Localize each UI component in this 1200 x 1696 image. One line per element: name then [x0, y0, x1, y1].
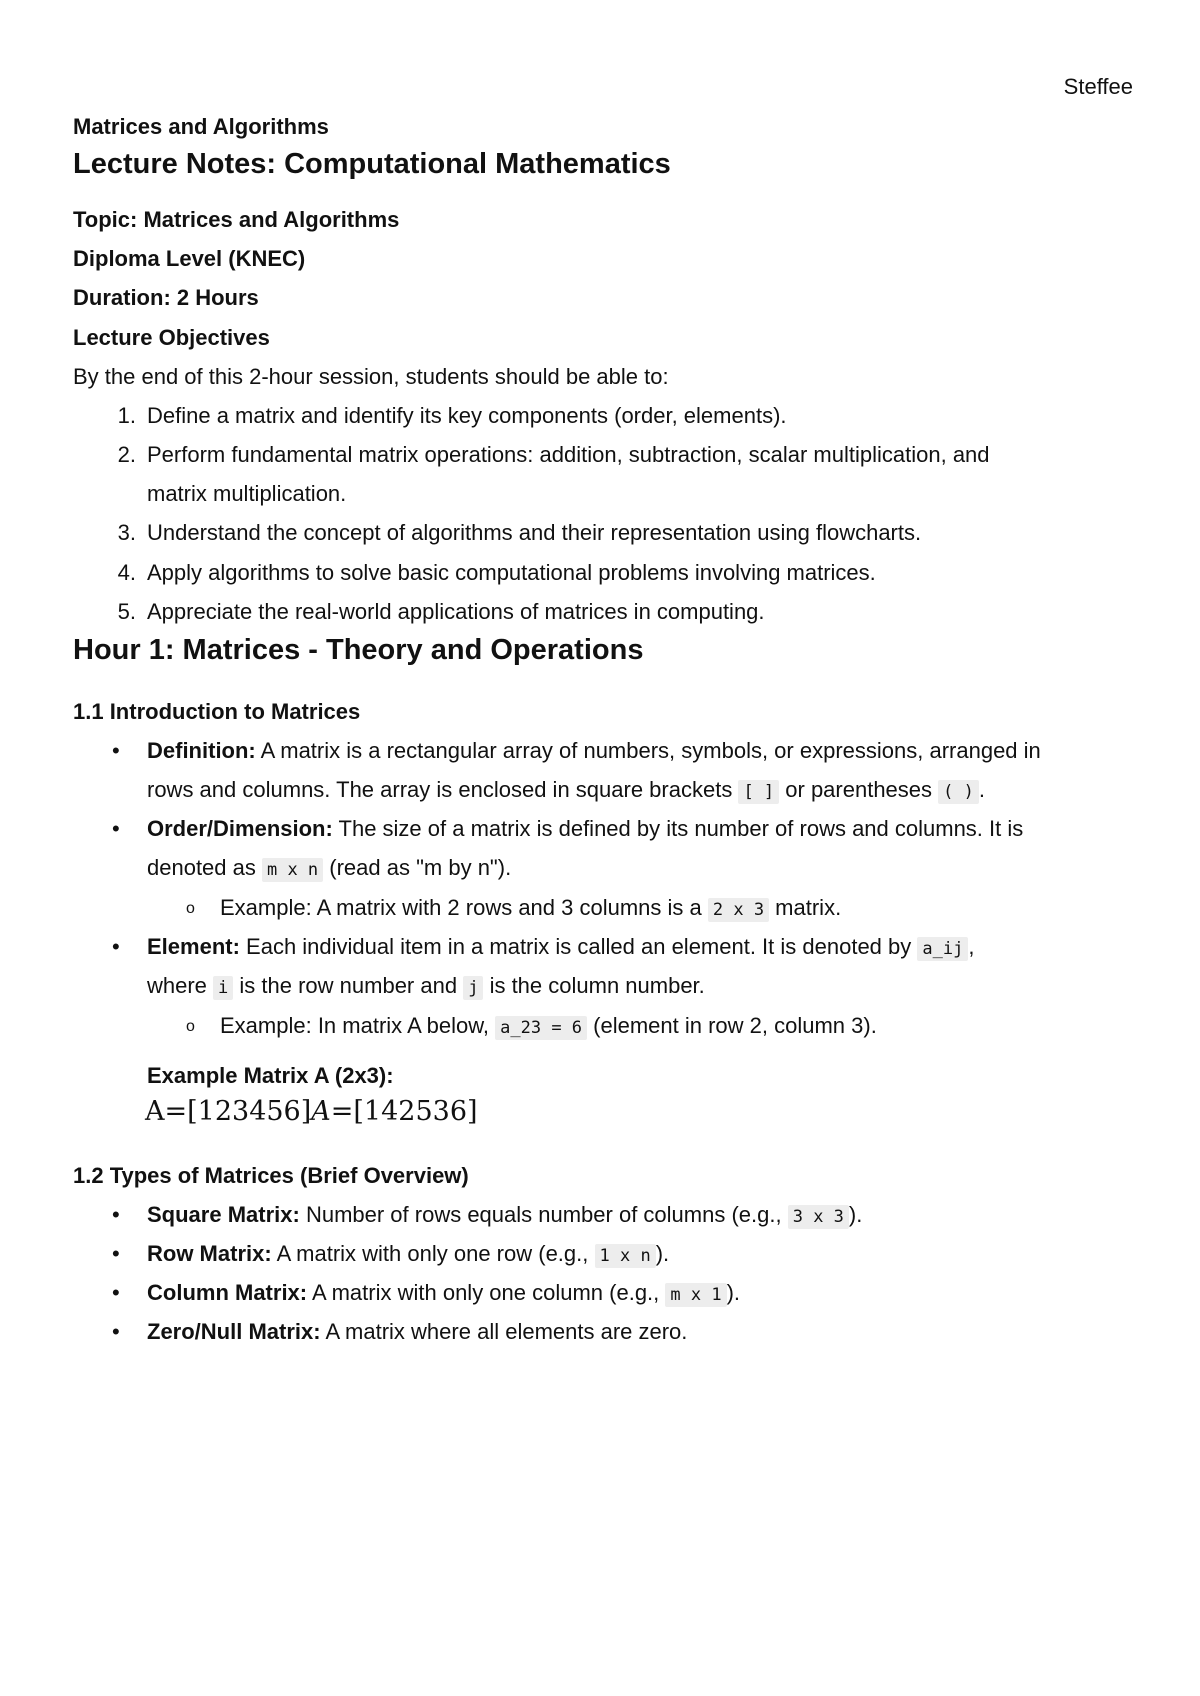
matrix-type-text: ). [726, 1280, 741, 1305]
code-parentheses: ( ) [938, 780, 979, 804]
matrix-type-item [147, 1202, 862, 1228]
objective-item: Appreciate the real-world applications of matrices in computing. [147, 599, 765, 624]
order-line [147, 816, 1023, 842]
document-title: Lecture Notes: Computational Mathematics [73, 148, 671, 180]
matrix-type-label: Square Matrix: [147, 1202, 300, 1227]
code-a23: a_23 = 6 [495, 1016, 587, 1040]
meta-duration: Duration: 2 Hours [73, 285, 259, 310]
matrix-variable: A [311, 1096, 331, 1127]
order-text: denoted as [147, 855, 262, 880]
element-text: is the column number. [483, 973, 705, 998]
element-text: where [147, 973, 214, 998]
definition-label: Definition: [147, 738, 256, 763]
element-text: Each individual item in a matrix is called an element. It is denoted by [239, 934, 918, 959]
order-example-text: matrix. [769, 895, 842, 920]
objective-item: Understand the concept of algorithms and their representation using flowcharts. [147, 520, 922, 545]
element-example-text: (element in row 2, column 3). [587, 1013, 877, 1038]
bullet-icon: • [112, 1202, 120, 1227]
objective-number: 4. [117, 560, 136, 585]
matrix-type-text: ). [655, 1241, 670, 1266]
element-label: Element: [147, 934, 240, 959]
order-example [220, 895, 841, 921]
code-2-x-3: 2 x 3 [708, 898, 769, 922]
element-line [147, 934, 974, 960]
bullet-icon: • [112, 1319, 120, 1344]
objectives-intro: By the end of this 2-hour session, students should be able to: [73, 364, 669, 389]
code-j: j [463, 976, 483, 1000]
definition-text: rows and columns. The array is enclosed in square brackets [147, 777, 739, 802]
bullet-icon: • [112, 1280, 120, 1305]
element-line-continued [147, 973, 705, 999]
hour1-heading: Hour 1: Matrices - Theory and Operations [73, 634, 644, 666]
element-example-text: Example: In matrix A below, [220, 1013, 496, 1038]
meta-topic: Topic: Matrices and Algorithms [73, 207, 400, 232]
code-i: i [213, 976, 233, 1000]
sub-bullet-icon: o [186, 1018, 195, 1035]
matrix-type-item [147, 1280, 740, 1306]
objective-item: Define a matrix and identify its key components (order, elements). [147, 403, 787, 428]
meta-level: Diploma Level (KNEC) [73, 246, 306, 271]
example-matrix-label: Example Matrix A (2x3): [147, 1063, 394, 1088]
definition-line-continued [147, 777, 985, 803]
definition-text: A matrix is a rectangular array of numbers, symbols, or expressions, arranged in [255, 738, 1041, 763]
order-text: (read as "m by n"). [323, 855, 512, 880]
definition-line [147, 738, 1041, 764]
header-author: Steffee [1063, 74, 1133, 99]
bullet-icon: • [112, 934, 120, 959]
matrix-type-text: A matrix where all elements are zero. [320, 1319, 688, 1344]
matrix-type-label: Row Matrix: [147, 1241, 272, 1266]
objective-number: 5. [117, 599, 136, 624]
example-matrix-formula [145, 1096, 478, 1127]
bullet-icon: • [112, 816, 120, 841]
element-example [220, 1013, 877, 1039]
matrix-type-label: Zero/Null Matrix: [147, 1319, 321, 1344]
bullet-icon: • [112, 738, 120, 763]
objective-item-continued: matrix multiplication. [147, 481, 347, 506]
objective-item: Perform fundamental matrix operations: addition, subtraction, scalar multiplication, and [147, 442, 990, 467]
definition-text: or parentheses [779, 777, 939, 802]
matrix-a-expression: A=[123456] [145, 1096, 312, 1127]
order-line-continued [147, 855, 511, 881]
code-a-ij: a_ij [917, 937, 968, 961]
matrix-type-text: Number of rows equals number of columns (e.g., [299, 1202, 788, 1227]
matrix-type-text: ). [848, 1202, 863, 1227]
objective-number: 3. [117, 520, 136, 545]
section-1-2-heading: 1.2 Types of Matrices (Brief Overview) [73, 1163, 469, 1188]
matrix-type-item [147, 1319, 687, 1345]
code-1-x-n: 1 x n [595, 1244, 656, 1268]
section-1-1-heading: 1.1 Introduction to Matrices [73, 699, 361, 724]
objective-item: Apply algorithms to solve basic computational problems involving matrices. [147, 560, 876, 585]
matrix-type-item [147, 1241, 669, 1267]
document-topic-line: Matrices and Algorithms [73, 114, 329, 139]
code-m-x-n: m x n [262, 858, 323, 882]
matrix-type-text: A matrix with only one column (e.g., [307, 1280, 666, 1305]
code-square-brackets: [ ] [738, 780, 779, 804]
matrix-b-expression: =[142536] [330, 1096, 478, 1127]
order-example-text: Example: A matrix with 2 rows and 3 columns is a [220, 895, 708, 920]
code-m-x-1: m x 1 [665, 1283, 726, 1307]
objective-number: 2. [117, 442, 136, 467]
bullet-icon: • [112, 1241, 120, 1266]
element-text: , [968, 934, 975, 959]
order-text: The size of a matrix is defined by its number of rows and columns. It is [332, 816, 1024, 841]
matrix-type-label: Column Matrix: [147, 1280, 308, 1305]
matrix-type-text: A matrix with only one row (e.g., [271, 1241, 595, 1266]
element-text: is the row number and [233, 973, 464, 998]
objectives-heading: Lecture Objectives [73, 325, 270, 350]
sub-bullet-icon: o [186, 900, 195, 917]
objective-number: 1. [117, 403, 136, 428]
definition-text: . [978, 777, 985, 802]
code-3-x-3: 3 x 3 [788, 1205, 849, 1229]
order-label: Order/Dimension: [147, 816, 333, 841]
